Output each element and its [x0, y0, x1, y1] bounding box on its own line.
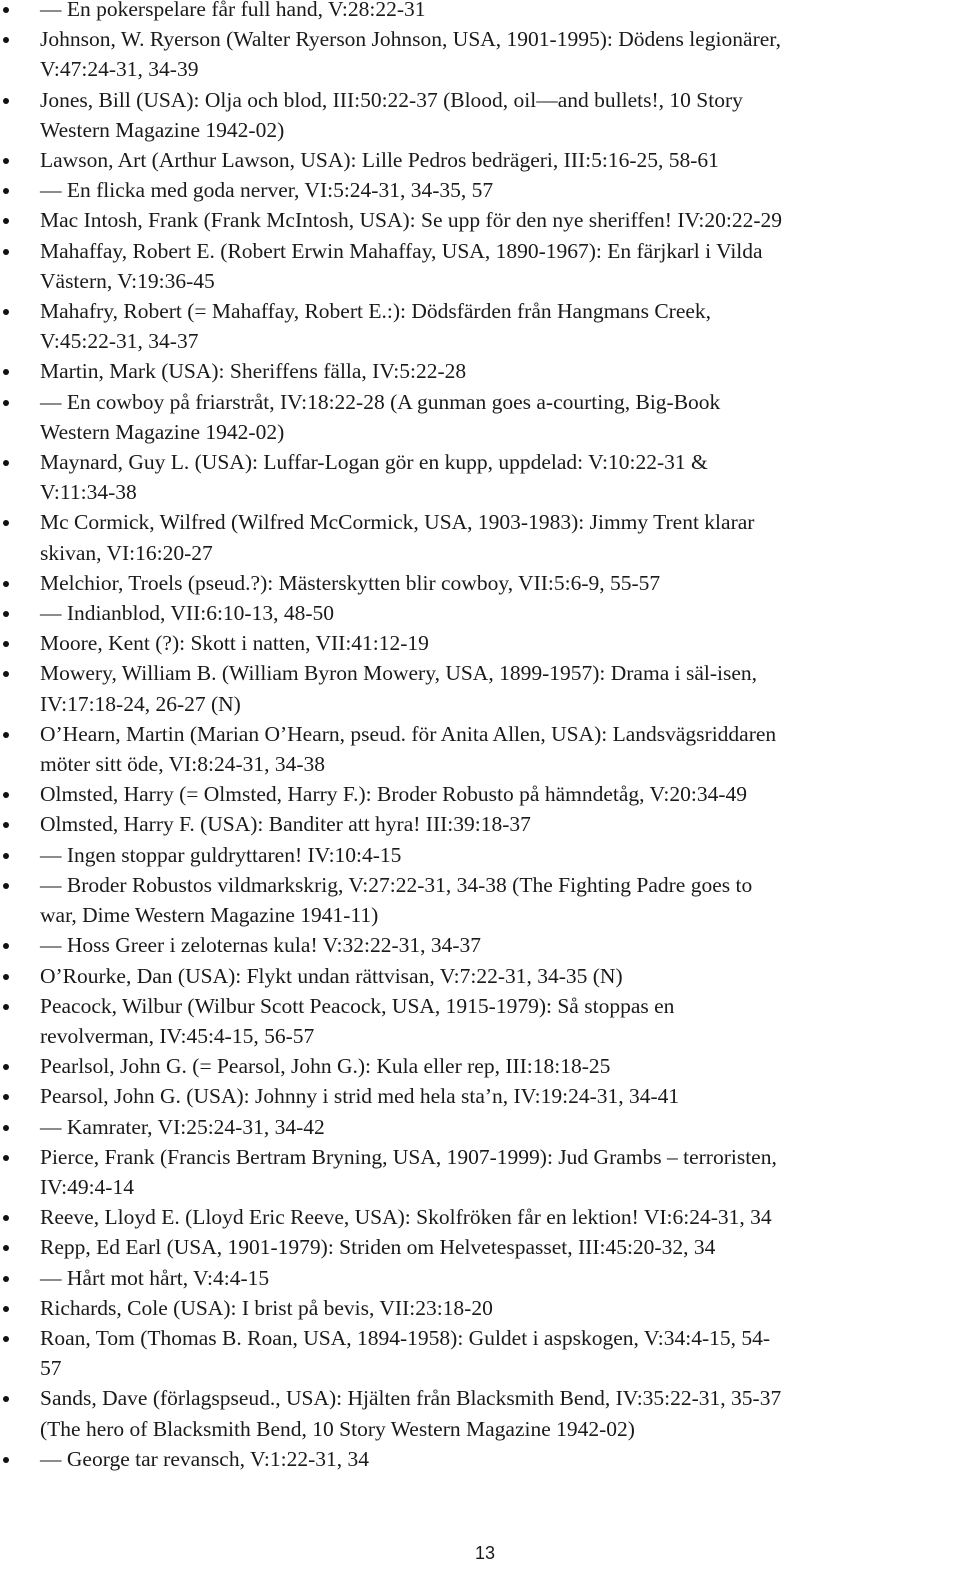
bibliography-entry: [0, 205, 960, 235]
entry-text-line: Lawson, Art (Arthur Lawson, USA): Lille Pedros bedrägeri, III:5:16-25, 58-61: [40, 148, 719, 173]
bullet-icon: [3, 1396, 9, 1402]
entry-text-line: möter sitt öde, VI:8:24-31, 34-38: [40, 752, 326, 777]
entry-text-line: Mac Intosh, Frank (Frank McIntosh, USA): Se upp för den nye sheriffen! IV:20:22-29: [40, 208, 783, 233]
bibliography-entry: [0, 85, 960, 145]
entry-text-line: Martin, Mark (USA): Sheriffens fälla, IV:5:22-28: [40, 359, 467, 384]
entry-text-line: Richards, Cole (USA): I brist på bevis, VII:23:18-20: [40, 1295, 493, 1320]
entry-text-line: O’Hearn, Martin (Marian O’Hearn, pseud. för Anita Allen, USA): Landsvägsriddaren: [40, 721, 777, 746]
entry-text-line: Peacock, Wilbur (Wilbur Scott Peacock, USA, 1915-1979): Så stoppas en: [40, 993, 675, 1018]
bullet-icon: [3, 369, 9, 375]
bullet-icon: [3, 520, 9, 526]
bullet-icon: [3, 792, 9, 798]
entry-text-line: V:11:34-38: [40, 480, 137, 505]
entry-text-line: Mowery, William B. (William Byron Mowery, USA, 1899-1957): Drama i säl-isen,: [40, 661, 758, 686]
entry-text-line: Western Magazine 1942-02): [40, 419, 285, 444]
bibliography-entry: [0, 930, 960, 960]
bibliography-entry: [0, 628, 960, 658]
entry-text-line: IV:49:4-14: [40, 1174, 134, 1199]
bullet-icon: [3, 974, 9, 980]
entry-text-line: Mahafry, Robert (= Mahaffay, Robert E.:): Dödsfärden från Hangmans Creek,: [40, 299, 712, 324]
bullet-icon: [3, 1306, 9, 1312]
bullet-icon: [3, 943, 9, 949]
page-number: 13: [474, 1543, 496, 1563]
bibliography-entry: [0, 991, 960, 1051]
bullet-icon: [3, 249, 9, 255]
bullet-icon: [3, 1064, 9, 1070]
entry-text-line: war, Dime Western Magazine 1941-11): [40, 903, 379, 928]
entry-text-line: — Indianblod, VII:6:10-13, 48-50: [40, 601, 334, 626]
bullet-icon: [3, 460, 9, 466]
bibliography-entry: [0, 447, 960, 507]
bullet-icon: [3, 883, 9, 889]
entry-text-line: Moore, Kent (?): Skott i natten, VII:41:12-19: [40, 631, 429, 656]
entry-text-line: Repp, Ed Earl (USA, 1901-1979): Striden om Helvetespasset, III:45:20-32, 34: [40, 1235, 716, 1260]
entry-text-line: Pearlsol, John G. (= Pearsol, John G.): Kula eller rep, III:18:18-25: [40, 1054, 611, 1079]
bullet-icon: [3, 158, 9, 164]
entry-text-line: O’Rourke, Dan (USA): Flykt undan rättvisan, V:7:22-31, 34-35 (N): [40, 963, 623, 988]
bullet-icon: [3, 1094, 9, 1100]
bullet-icon: [3, 1125, 9, 1131]
bullet-icon: [3, 7, 9, 13]
entry-text-line: Mahaffay, Robert E. (Robert Erwin Mahaffay, USA, 1890-1967): En färjkarl i Vilda: [40, 238, 763, 263]
bibliography-entry: [0, 1323, 960, 1383]
entry-text-line: Roan, Tom (Thomas B. Roan, USA, 1894-1958): Guldet i aspskogen, V:34:4-15, 54-: [40, 1325, 771, 1350]
entry-text-line: — En flicka med goda nerver, VI:5:24-31, 34-35, 57: [40, 178, 494, 203]
bibliography-entry: [0, 961, 960, 991]
bullet-icon: [3, 581, 9, 587]
entry-text-line: Reeve, Lloyd E. (Lloyd Eric Reeve, USA): Skolfröken får en lektion! VI:6:24-31, 34: [40, 1205, 772, 1230]
entry-text-line: Sands, Dave (förlagspseud., USA): Hjälten från Blacksmith Bend, IV:35:22-31, 35-37: [40, 1386, 782, 1411]
entry-text-line: Mc Cormick, Wilfred (Wilfred McCormick, USA, 1903-1983): Jimmy Trent klarar: [40, 510, 755, 535]
bullet-icon: [3, 732, 9, 738]
bibliography-entry: [0, 568, 960, 598]
bibliography-entry: [0, 24, 960, 84]
entry-text-line: Maynard, Guy L. (USA): Luffar-Logan gör en kupp, uppdelad: V:10:22-31 &: [40, 450, 708, 475]
bibliography-entry: [0, 1293, 960, 1323]
entry-text-line: Västern, V:19:36-45: [40, 268, 215, 293]
bullet-icon: [3, 853, 9, 859]
bibliography-entry: [0, 1444, 960, 1474]
entry-text-line: Pierce, Frank (Francis Bertram Bryning, USA, 1907-1999): Jud Grambs – terroristen,: [40, 1144, 777, 1169]
bullet-icon: [3, 400, 9, 406]
bullet-icon: [3, 1245, 9, 1251]
bibliography-entry: [0, 356, 960, 386]
bibliography-entry: [0, 175, 960, 205]
entry-text-line: Jones, Bill (USA): Olja och blod, III:50:22-37 (Blood, oil—and bullets!, 10 Story: [40, 87, 743, 112]
bibliography-entry: [0, 658, 960, 718]
bibliography-entry: [0, 0, 960, 24]
bullet-icon: [3, 1004, 9, 1010]
bullet-icon: [3, 1457, 9, 1463]
entry-text-line: Johnson, W. Ryerson (Walter Ryerson Johnson, USA, 1901-1995): Dödens legionärer,: [40, 27, 781, 52]
bibliography-entry: [0, 779, 960, 809]
entry-text-line: Western Magazine 1942-02): [40, 117, 285, 142]
entry-text-line: 57: [40, 1356, 62, 1381]
bullet-icon: [3, 1336, 9, 1342]
bullet-icon: [3, 37, 9, 43]
bibliography-entry: [0, 1081, 960, 1111]
bullet-icon: [3, 98, 9, 104]
bibliography-entry: [0, 387, 960, 447]
bibliography-entry: [0, 1202, 960, 1232]
bibliography-entry: [0, 870, 960, 930]
entry-text-line: — Hoss Greer i zeloternas kula! V:32:22-31, 34-37: [40, 933, 482, 958]
bullet-icon: [3, 1276, 9, 1282]
bullet-icon: [3, 1155, 9, 1161]
bullet-icon: [3, 309, 9, 315]
entry-text-line: revolverman, IV:45:4-15, 56-57: [40, 1023, 315, 1048]
bibliography-entry: [0, 507, 960, 567]
bibliography-entry: [0, 719, 960, 779]
entry-text-line: — George tar revansch, V:1:22-31, 34: [40, 1446, 369, 1471]
bibliography-entry: [0, 598, 960, 628]
bullet-icon: [3, 671, 9, 677]
bullet-icon: [3, 218, 9, 224]
entry-text-line: V:45:22-31, 34-37: [40, 329, 199, 354]
bibliography-entry: [0, 809, 960, 839]
bullet-icon: [3, 188, 9, 194]
bibliography-entry: [0, 1051, 960, 1081]
entry-text-line: — En cowboy på friarstråt, IV:18:22-28 (A gunman goes a-courting, Big-Book: [40, 389, 721, 414]
entry-text-line: (The hero of Blacksmith Bend, 10 Story Western Magazine 1942-02): [40, 1416, 635, 1441]
entry-text-line: Olmsted, Harry F. (USA): Banditer att hyra! III:39:18-37: [40, 812, 531, 837]
entry-text-line: — Hårt mot hårt, V:4:4-15: [40, 1265, 270, 1290]
bullet-icon: [3, 641, 9, 647]
entry-text-line: IV:17:18-24, 26-27 (N): [40, 691, 241, 716]
bullet-icon: [3, 611, 9, 617]
entry-text-line: — Broder Robustos vildmarkskrig, V:27:22-31, 34-38 (The Fighting Padre goes to: [40, 872, 753, 897]
bibliography-entry: [0, 1142, 960, 1202]
entry-text-line: V:47:24-31, 34-39: [40, 57, 199, 82]
bibliography-entry: [0, 145, 960, 175]
bibliography-entry: [0, 236, 960, 296]
bibliography-entry: [0, 840, 960, 870]
bibliography-entry: [0, 1112, 960, 1142]
bibliography-entry: [0, 296, 960, 356]
entry-text-line: Olmsted, Harry (= Olmsted, Harry F.): Broder Robusto på hämndetåg, V:20:34-49: [40, 782, 748, 807]
bibliography-entry: [0, 1263, 960, 1293]
bullet-icon: [3, 1215, 9, 1221]
bibliography-entry: [0, 1232, 960, 1262]
bullet-icon: [3, 822, 9, 828]
bibliography-entry: [0, 1383, 960, 1443]
entry-text-line: — En pokerspelare får full hand, V:28:22-31: [40, 0, 426, 21]
entry-text-line: Melchior, Troels (pseud.?): Mästerskytten blir cowboy, VII:5:6-9, 55-57: [40, 570, 661, 595]
entry-text-line: — Ingen stoppar guldryttaren! IV:10:4-15: [40, 842, 402, 867]
entry-text-line: — Kamrater, VI:25:24-31, 34-42: [40, 1114, 325, 1139]
entry-text-line: skivan, VI:16:20-27: [40, 540, 213, 565]
entry-text-line: Pearsol, John G. (USA): Johnny i strid med hela sta’n, IV:19:24-31, 34-41: [40, 1084, 680, 1109]
